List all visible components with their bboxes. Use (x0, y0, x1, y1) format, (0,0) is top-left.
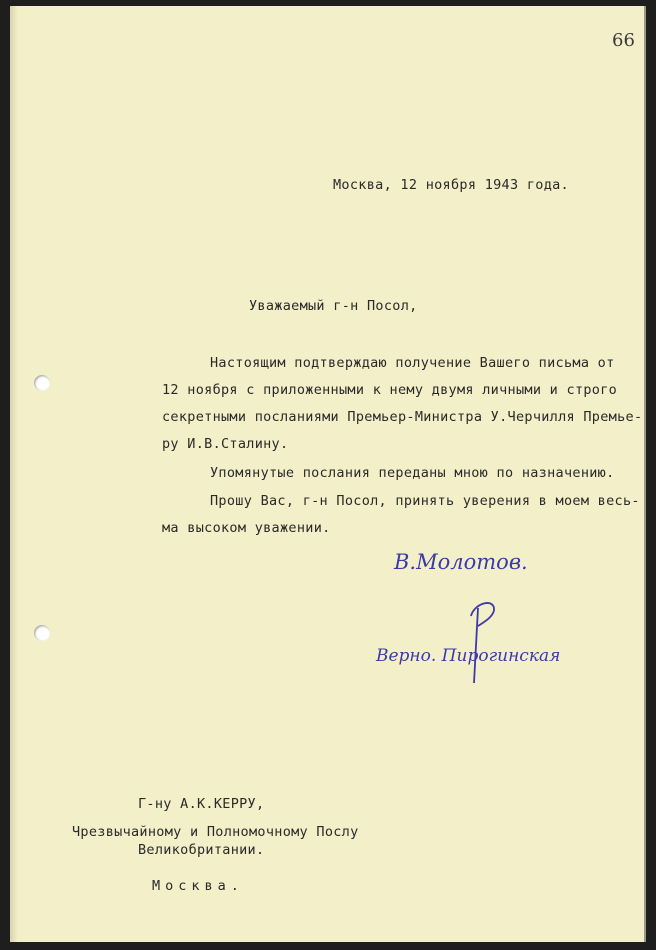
body-line-5: Упомянутые послания переданы мною по назначению. (210, 465, 615, 481)
body-line-4: ру И.В.Сталину. (162, 436, 289, 452)
document-page (10, 6, 646, 942)
punch-hole-top (34, 375, 50, 391)
punch-hole-bottom (34, 625, 50, 641)
body-line-6: Прошу Вас, г-н Посол, принять уверения в моем весь- (210, 493, 640, 509)
body-line-1: Настоящим подтверждаю получение Вашего письма от (210, 355, 615, 371)
page-edge-shadow (10, 6, 18, 942)
body-line-7: ма высоком уважении. (162, 520, 331, 536)
addressee-name: Г-ну А.К.КЕРРУ, (138, 796, 265, 812)
addressee-city: Москва. (152, 878, 244, 894)
salutation: Уважаемый г-н Посол, (249, 298, 418, 314)
date-line: Москва, 12 ноября 1943 года. (333, 177, 569, 193)
certification-signature (374, 598, 564, 688)
addressee-title-line1: Чрезвычайному и Полномочному Послу (72, 824, 359, 840)
body-line-3: секретными посланиями Премьер-Министра У.Черчилля Премье- (162, 409, 643, 425)
page-number: 66 (612, 30, 635, 51)
body-line-2: 12 ноября с приложенными к нему двумя личными и строго (162, 382, 618, 398)
addressee-title-line2: Великобритании. (138, 842, 265, 858)
signature-molotov: В.Молотов. (394, 550, 528, 574)
certification-text: Верно. Пирогинская (376, 646, 561, 666)
